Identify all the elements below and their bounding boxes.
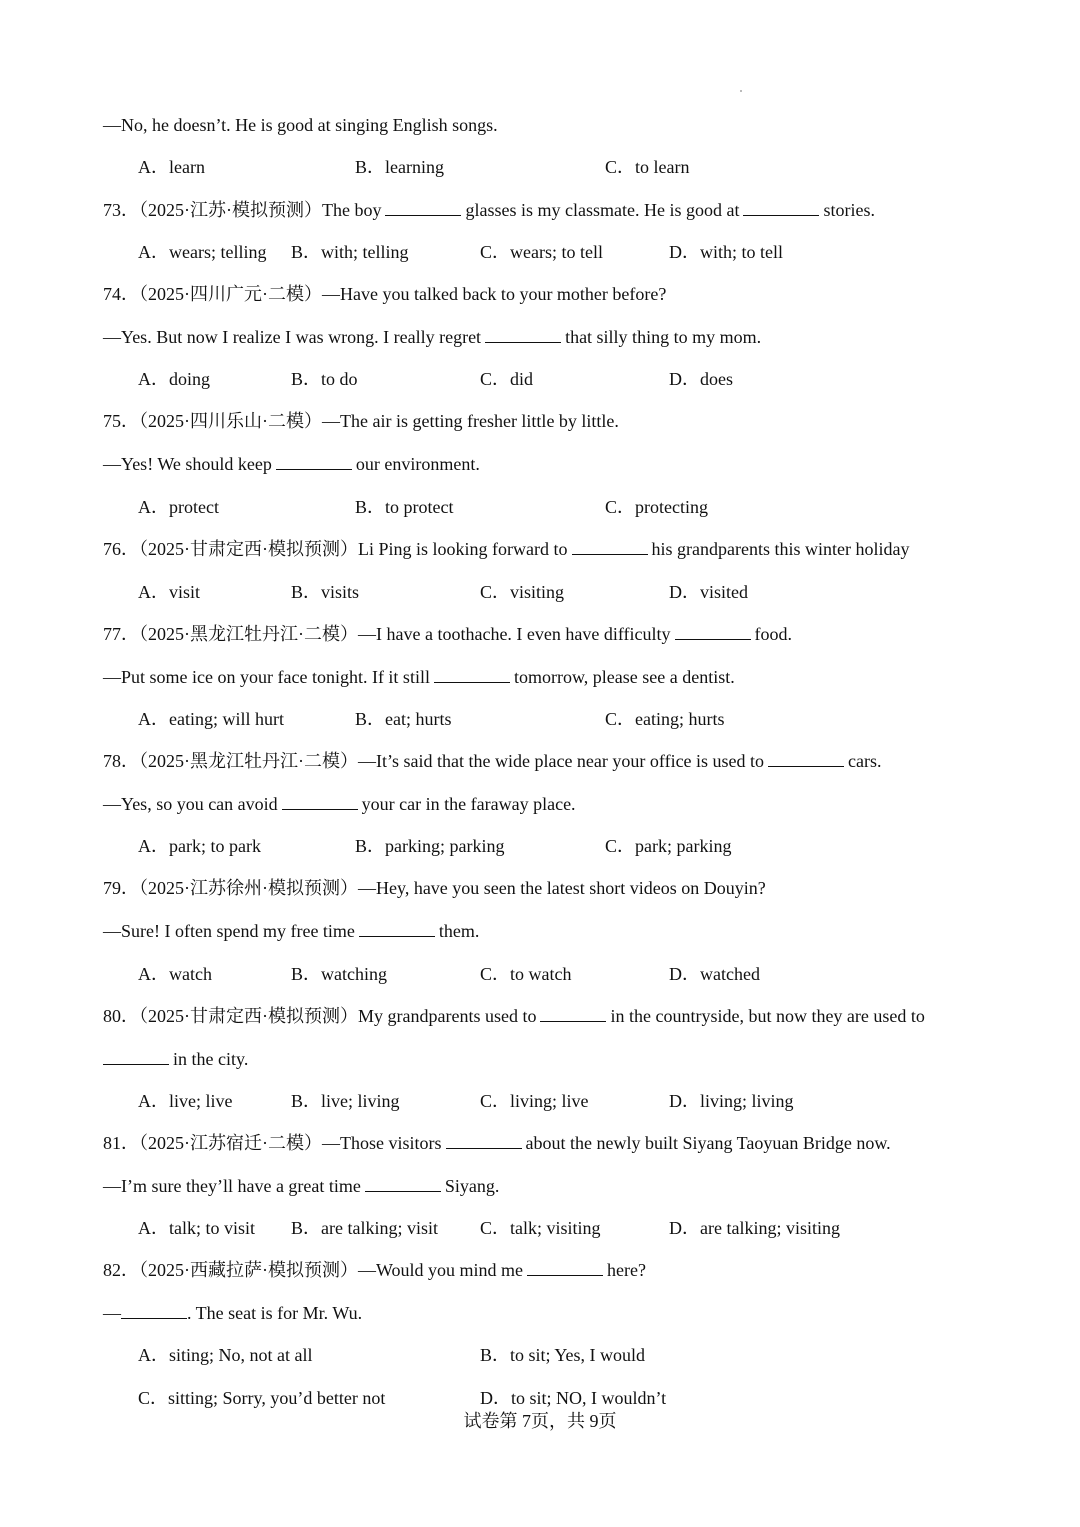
q72-option-c[interactable]: C．to learn: [605, 157, 690, 177]
answer-blank[interactable]: [103, 1048, 169, 1065]
answer-blank[interactable]: [527, 1259, 603, 1276]
stem-text: stories.: [823, 200, 875, 220]
stem-text: —I have a toothache. I even have difficulty: [358, 624, 671, 644]
q81-option-a[interactable]: A．talk; to visit: [138, 1218, 255, 1238]
q74-options: [138, 368, 1038, 390]
q80-stem: [103, 1005, 925, 1027]
stem-text: —Would you mind me: [358, 1260, 524, 1280]
q78-option-b[interactable]: B．parking; parking: [355, 836, 505, 856]
stem-text: —Sure! I often spend my free time: [103, 921, 355, 941]
stem-text: them.: [438, 921, 480, 941]
question-number: 79．: [103, 878, 139, 898]
stem-text: here?: [607, 1260, 647, 1280]
stem-text: our environment.: [355, 454, 480, 474]
q80-option-b[interactable]: B．live; living: [291, 1091, 400, 1111]
answer-blank[interactable]: [743, 199, 819, 216]
question-number: 75．: [103, 411, 139, 431]
question-source: （2025·四川广元·二模）: [139, 284, 322, 304]
q80-option-c[interactable]: C．living; live: [480, 1091, 589, 1111]
q77-options: [138, 708, 1038, 730]
q75-option-a[interactable]: A．protect: [138, 497, 219, 517]
q75-options: [138, 496, 1038, 518]
question-source: （2025·西藏拉萨·模拟预测）: [139, 1260, 358, 1280]
q79-option-c[interactable]: C．to watch: [480, 964, 572, 984]
q78-option-a[interactable]: A．park; to park: [138, 836, 261, 856]
stem-text: —Those visitors: [322, 1133, 442, 1153]
stem-text: your car in the faraway place.: [361, 794, 576, 814]
question-source: （2025·黑龙江牡丹江·二模）: [139, 624, 358, 644]
answer-blank[interactable]: [434, 666, 510, 683]
stem-text: —I’m sure they’ll have a great time: [103, 1176, 361, 1196]
question-source: （2025·甘肃定西·模拟预测）: [139, 1006, 358, 1026]
q79-stem: [103, 877, 766, 899]
q73-option-d[interactable]: D．with; to tell: [669, 242, 783, 262]
stem-text: —Yes, so you can avoid: [103, 794, 278, 814]
q78-options: [138, 835, 1038, 857]
scan-speck: [740, 90, 742, 92]
answer-blank[interactable]: [385, 199, 461, 216]
stem-text: tomorrow, please see a dentist.: [513, 667, 735, 687]
q72-answer-line: —No, he doesn’t. He is good at singing English songs.: [103, 115, 498, 135]
q76-option-d[interactable]: D．visited: [669, 582, 748, 602]
stem-text: —Hey, have you seen the latest short videos on Douyin?: [358, 878, 766, 898]
stem-text: My grandparents used to: [358, 1006, 537, 1026]
q73-option-c[interactable]: C．wears; to tell: [480, 242, 603, 262]
q75-response: [103, 453, 480, 475]
q74-stem: [103, 283, 666, 305]
q76-stem: [103, 538, 909, 560]
stem-text: about the newly built Siyang Taoyuan Bridge now.: [525, 1133, 891, 1153]
question-number: 73．: [103, 200, 139, 220]
q81-options: [138, 1217, 1038, 1239]
q80-option-a[interactable]: A．live; live: [138, 1091, 233, 1111]
page-footer: 试卷第 7页，共 9页: [463, 1411, 617, 1431]
question-source: （2025·黑龙江牡丹江·二模）: [139, 751, 358, 771]
question-source: （2025·江苏徐州·模拟预测）: [139, 878, 358, 898]
stem-text: —Have you talked back to your mother before?: [322, 284, 667, 304]
q79-response: [103, 920, 479, 942]
q81-option-d[interactable]: D．are talking; visiting: [669, 1218, 840, 1238]
q79-option-d[interactable]: D．watched: [669, 964, 760, 984]
stem-text: Li Ping is looking forward to: [358, 539, 568, 559]
q74-response: [103, 326, 761, 348]
q81-option-b[interactable]: B．are talking; visit: [291, 1218, 438, 1238]
q76-option-b[interactable]: B．visits: [291, 582, 360, 602]
q78-option-c[interactable]: C．park; parking: [605, 836, 732, 856]
q73-stem: [103, 199, 875, 221]
q73-option-b[interactable]: B．with; telling: [291, 242, 409, 262]
q78-stem: [103, 750, 882, 772]
stem-text: that silly thing to my mom.: [565, 327, 762, 347]
stem-text: Siyang.: [444, 1176, 500, 1196]
question-source: （2025·甘肃定西·模拟预测）: [139, 539, 358, 559]
stem-text: food.: [754, 624, 793, 644]
q80-stem-continued: [103, 1048, 248, 1070]
q78-response: [103, 793, 576, 815]
stem-text: in the countryside, but now they are used to: [610, 1006, 925, 1026]
q82-option-b[interactable]: B．to sit; Yes, I would: [480, 1345, 646, 1365]
q73-options: [138, 241, 1038, 263]
question-number: 76．: [103, 539, 139, 559]
answer-blank[interactable]: [540, 1005, 606, 1022]
answer-blank[interactable]: [572, 538, 648, 555]
question-number: 74．: [103, 284, 139, 304]
q81-stem: [103, 1132, 891, 1154]
q80-options: [138, 1090, 1038, 1112]
stem-text: —Yes. But now I realize I was wrong. I really regret: [103, 327, 482, 347]
q72-option-a[interactable]: A．learn: [138, 157, 205, 177]
answer-blank[interactable]: [121, 1302, 187, 1319]
answer-blank[interactable]: [359, 920, 435, 937]
answer-blank[interactable]: [276, 453, 352, 470]
q74-option-d[interactable]: D．does: [669, 369, 733, 389]
stem-text: his grandparents this winter holiday: [651, 539, 910, 559]
q82-option-d[interactable]: D．to sit; NO, I wouldn’t: [480, 1388, 667, 1408]
answer-blank[interactable]: [768, 750, 844, 767]
q79-option-a[interactable]: A．watch: [138, 964, 212, 984]
dash-text: —: [103, 1303, 121, 1323]
q76-option-c[interactable]: C．visiting: [480, 582, 565, 602]
q77-option-c[interactable]: C．eating; hurts: [605, 709, 725, 729]
q81-option-c[interactable]: C．talk; visiting: [480, 1218, 601, 1238]
stem-text: glasses is my classmate. He is good at: [465, 200, 740, 220]
question-number: 81．: [103, 1133, 139, 1153]
stem-text: The boy: [322, 200, 382, 220]
q77-option-b[interactable]: B．eat; hurts: [355, 709, 452, 729]
question-number: 78．: [103, 751, 139, 771]
q73-option-a[interactable]: A．wears; telling: [138, 242, 267, 262]
stem-text: —Yes! We should keep: [103, 454, 272, 474]
stem-text: —It’s said that the wide place near your office is used to: [358, 751, 765, 771]
q74-option-b[interactable]: B．to do: [291, 369, 358, 389]
q82-options-row1: [138, 1344, 1038, 1366]
q75-option-b[interactable]: B．to protect: [355, 497, 454, 517]
q75-stem: [103, 410, 619, 432]
answer-blank[interactable]: [365, 1175, 441, 1192]
q82-option-a[interactable]: A．siting; No, not at all: [138, 1345, 313, 1365]
stem-text: —The air is getting fresher little by little.: [322, 411, 619, 431]
answer-blank[interactable]: [485, 326, 561, 343]
stem-text: —Put some ice on your face tonight. If it still: [103, 667, 430, 687]
question-source: （2025·四川乐山·二模）: [139, 411, 322, 431]
q76-option-a[interactable]: A．visit: [138, 582, 201, 602]
question-source: （2025·江苏宿迁·二模）: [139, 1133, 322, 1153]
answer-blank[interactable]: [446, 1132, 522, 1149]
q77-stem: [103, 623, 792, 645]
q79-option-b[interactable]: B．watching: [291, 964, 387, 984]
question-number: 80．: [103, 1006, 139, 1026]
q77-option-a[interactable]: A．eating; will hurt: [138, 709, 284, 729]
stem-text: cars.: [848, 751, 882, 771]
q82-option-c[interactable]: C．sitting; Sorry, you’d better not: [138, 1388, 386, 1408]
q76-options: [138, 581, 1038, 603]
q72-option-b[interactable]: B．learning: [355, 157, 444, 177]
q77-response: [103, 666, 735, 688]
q82-response: [103, 1302, 362, 1324]
answer-blank[interactable]: [282, 793, 358, 810]
q74-option-a[interactable]: A．doing: [138, 369, 210, 389]
q75-option-c[interactable]: C．protecting: [605, 497, 708, 517]
q81-response: [103, 1175, 499, 1197]
stem-text: in the city.: [173, 1049, 249, 1069]
q82-options-row2: [138, 1387, 1038, 1409]
q74-option-c[interactable]: C．did: [480, 369, 534, 389]
q79-options: [138, 963, 1038, 985]
q72-options: [138, 156, 1038, 178]
q80-option-d[interactable]: D．living; living: [669, 1091, 794, 1111]
q82-stem: [103, 1259, 646, 1281]
question-source: （2025·江苏·模拟预测）: [139, 200, 322, 220]
answer-blank[interactable]: [675, 623, 751, 640]
question-number: 77．: [103, 624, 139, 644]
question-number: 82．: [103, 1260, 139, 1280]
stem-text: . The seat is for Mr. Wu.: [187, 1303, 363, 1323]
